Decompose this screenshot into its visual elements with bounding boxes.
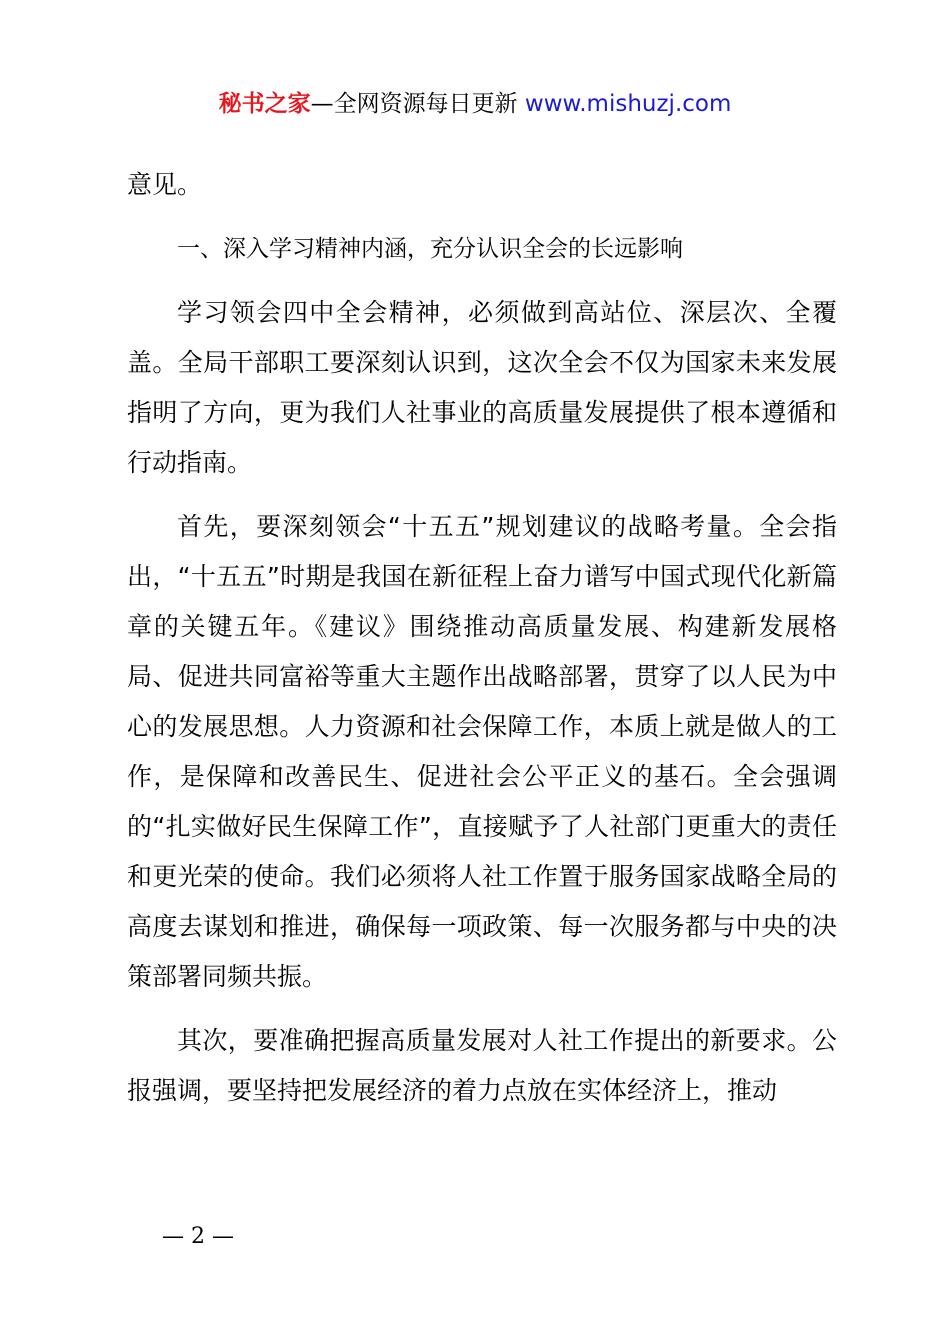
header-url-link[interactable]: www.mishuzj.com [524,91,732,117]
paragraph-continuation: 意见。 [127,170,203,199]
paragraph: 首先，要深刻领会“十五五”规划建议的战略考量。全会指出，“十五五”时期是我国在新征程上奋力谱写中国式现代化新篇章的关键五年。《建议》围绕推动高质量发展、构建新发展格局、促进共同富裕等重大主题作出战略部署，贯穿了以人民为中心的发展思想。人力资源和社会保障工作，本质上就是做人的工作，是保障和改善民生、促进社会公平正义的基石。全会强调的“扎实做好民生保障工作”，直接赋予了人社部门更重大的责任和更光荣的使命。我们必须将人社工作置于服务国家战略全局的高度去谋划和推进，确保每一项政策、每一次服务都与中央的决策部署同频共振。 [127,512,837,991]
document-header [0,86,950,122]
paragraph: 学习领会四中全会精神，必须做到高站位、深层次、全覆盖。全局干部职工要深刻认识到，这次全会不仅为国家未来发展指明了方向，更为我们人社事业的高质量发展提供了根本遵循和行动指南。 [127,298,837,477]
page-number: — 2 — [162,1224,234,1249]
header-tagline: —全网资源每日更新 [310,91,518,117]
section-heading: 一、深入学习精神内涵，充分认识全会的长远影响 [177,236,683,262]
header-brand: 秘书之家 [218,91,311,117]
paragraph: 其次，要准确把握高质量发展对人社工作提出的新要求。公报强调，要坚持把发展经济的着力点放在实体经济上，推动 [127,1026,837,1105]
document-body [127,160,837,1116]
